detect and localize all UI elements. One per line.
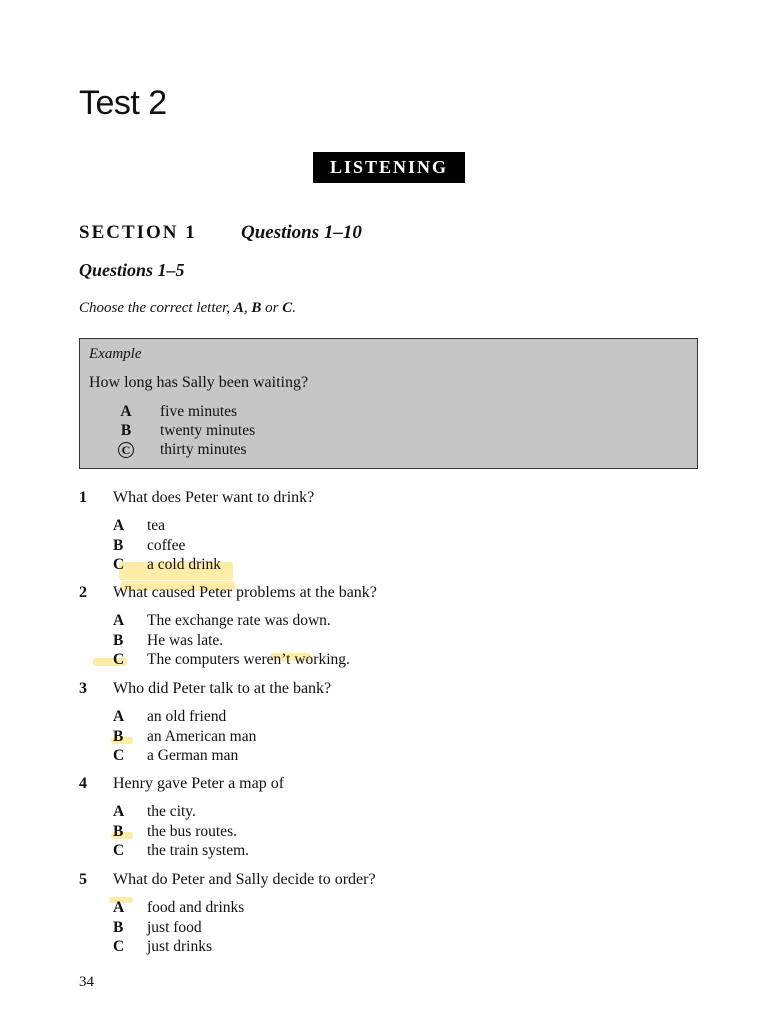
option-text: food and drinks: [147, 899, 245, 916]
instruction-sep2: or: [261, 300, 283, 316]
instruction-suffix: .: [292, 300, 296, 316]
question-text: Henry gave Peter a map of: [113, 775, 285, 792]
option-letter: B: [113, 727, 124, 745]
question-number: 1: [79, 489, 87, 506]
option-letter: C: [113, 556, 125, 573]
instruction: [79, 300, 296, 317]
question-text: Who did Peter talk to at the bank?: [113, 680, 332, 697]
example-question: How long has Sally been waiting?: [89, 374, 309, 391]
option-text: The computers weren’t working.: [147, 651, 350, 668]
option-text: twenty minutes: [160, 422, 256, 439]
option-text: tea: [147, 517, 166, 534]
option-letter: C: [113, 747, 125, 764]
example-label: Example: [89, 346, 142, 362]
circled-answer-letter: C: [118, 442, 134, 458]
option-letter: A: [120, 403, 132, 420]
example-box: [79, 338, 698, 469]
instruction-sep1: ,: [243, 300, 252, 316]
section-question-range: Questions 1–10: [241, 222, 362, 243]
question-number: 5: [79, 871, 87, 888]
instruction-letter-c: C: [282, 300, 293, 316]
option-letter: B: [113, 536, 124, 554]
option-text: a cold drink: [147, 556, 222, 573]
question-text: What caused Peter problems at the bank?: [113, 584, 377, 601]
option-text: just food: [147, 918, 202, 936]
question-text: What does Peter want to drink?: [113, 489, 315, 506]
option-text: an American man: [147, 727, 257, 745]
option-letter: A: [113, 517, 125, 534]
option-letter: A: [113, 612, 125, 629]
option-letter: B: [113, 631, 124, 649]
option-text: the bus routes.: [147, 822, 237, 840]
option-text: a German man: [147, 747, 239, 764]
option-letter: A: [113, 708, 125, 725]
section-label: SECTION 1: [79, 222, 197, 243]
option-letter: B: [113, 918, 124, 936]
page-number: 34: [79, 974, 94, 990]
option-text: just drinks: [147, 938, 213, 955]
option-letter: C: [113, 842, 125, 859]
listening-banner: LISTENING: [313, 152, 465, 183]
option-text: The exchange rate was down.: [147, 612, 331, 629]
option-letter: C: [113, 938, 125, 955]
instruction-letter-a: A: [233, 300, 244, 316]
option-letter: B: [120, 422, 132, 439]
questions-subheading: Questions 1–5: [79, 260, 185, 280]
instruction-letter-b: B: [251, 300, 262, 316]
option-text: five minutes: [160, 403, 238, 420]
option-text: an old friend: [147, 708, 227, 725]
test-title: Test 2: [79, 84, 167, 122]
question-number: 4: [79, 775, 87, 792]
option-text: He was late.: [147, 631, 224, 649]
question-number: 3: [79, 680, 87, 697]
option-letter: B: [113, 822, 124, 840]
section-heading: [79, 222, 362, 244]
option-letter: C: [113, 651, 125, 668]
option-letter: A: [113, 803, 125, 820]
question-text: What do Peter and Sally decide to order?: [113, 871, 376, 888]
option-letter: A: [113, 899, 125, 916]
option-text: the city.: [147, 803, 196, 820]
option-text: coffee: [147, 536, 186, 554]
question-number: 2: [79, 584, 87, 601]
option-text: thirty minutes: [160, 441, 247, 458]
option-text: the train system.: [147, 842, 250, 859]
instruction-prefix: Choose the correct letter,: [79, 300, 234, 316]
